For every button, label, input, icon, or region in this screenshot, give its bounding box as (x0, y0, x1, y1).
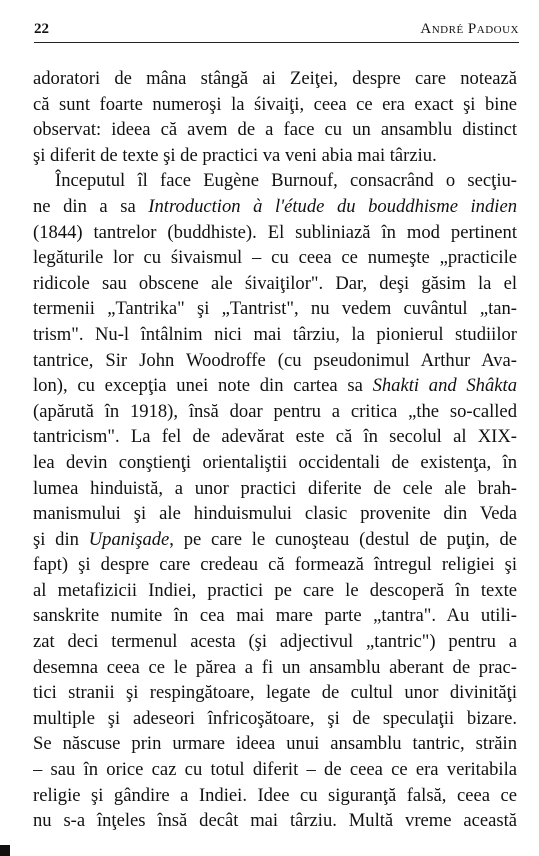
text-segment: şi din (33, 528, 89, 550)
text-segment: (apărută în 1918), însă doar pentru a critica „the so-called (33, 400, 517, 422)
text-line (33, 578, 517, 604)
text-segment: că sunt foarte numeroşi la śivaiţi, ceea ce era exact şi bine (33, 93, 517, 115)
text-segment: tici stranii şi respingătoare, legate de cultul unor divinităţi (33, 682, 517, 704)
text-line (33, 245, 517, 271)
text-line (33, 66, 517, 92)
text-line (33, 373, 517, 399)
text-line (33, 655, 517, 681)
text-line (33, 194, 517, 220)
text-segment: al metafizicii Indiei, practici pe care le descoperă în texte (33, 579, 517, 601)
page-number: 22 (34, 21, 49, 37)
text-segment: – sau în orice caz cu totul diferit – de ceea ce era veritabila (33, 759, 517, 781)
running-head-author: André Padoux (420, 21, 519, 37)
text-segment: şi diferit de texte şi de practici va veni abia mai târziu. (33, 144, 437, 166)
text-segment: lea devin conştienţi orientaliştii occidentali de existenţa, în (33, 451, 517, 473)
text-line (33, 552, 517, 578)
text-line (33, 168, 517, 194)
body-text (33, 66, 517, 834)
text-line (33, 92, 517, 118)
text-line (33, 527, 517, 553)
text-segment: ne din a sa (33, 195, 149, 217)
text-line (33, 783, 517, 809)
text-line (33, 731, 517, 757)
text-line (33, 476, 517, 502)
text-segment: religie şi gândire a Indiei. Idee cu siguranţă falsă, ceea ce (33, 784, 517, 806)
text-line (33, 680, 517, 706)
text-segment: lumea hinduistă, a unor practici diferite de cele ale brah- (33, 477, 517, 499)
text-segment: tantricism". La fel de adevărat este că în secolul al XIX- (33, 426, 517, 448)
text-line (33, 220, 517, 246)
text-segment: ridicole sau obscene ale śivaiţilor". Dar, deşi găsim la el (33, 272, 517, 294)
italic-title-text: Shakti and Shâkta (372, 375, 517, 397)
text-segment: zat deci termenul acesta (şi adjectivul „tantric") pentru a (33, 631, 517, 653)
text-segment: , pe care le cunoşteau (destul de puţin, de (169, 528, 517, 550)
text-line (33, 808, 517, 834)
text-line (33, 271, 517, 297)
text-line (33, 450, 517, 476)
text-segment: Începutul îl face Eugène Burnouf, consacrând o secţiu- (55, 170, 517, 192)
text-segment: lon), cu excepţia unei note din cartea sa (33, 375, 373, 397)
text-line (33, 143, 517, 169)
text-segment: trism". Nu-l întâlnim nici mai târziu, la pionierul studiilor (33, 323, 517, 345)
text-segment: observat: ideea că avem de a face cu un ansamblu distinct (33, 119, 517, 141)
text-line (33, 603, 517, 629)
text-line (33, 348, 517, 374)
page-header (34, 18, 519, 43)
text-segment: tantrice, Sir John Woodroffe (cu pseudonimul Arthur Ava- (33, 349, 517, 371)
text-line (33, 501, 517, 527)
text-segment: adoratori de mâna stângă ai Zeiţei, despre care notează (33, 68, 517, 89)
italic-title-text: Upanişade (88, 528, 170, 550)
text-segment: Se născuse prin urmare ideea unui ansamblu tantric, străin (33, 733, 517, 755)
text-segment: manismului şi ale hinduismului clasic provenite din Veda (33, 503, 517, 525)
text-line (33, 399, 517, 425)
text-segment: (1844) tantrelor (buddhiste). El subliniază în mod pertinent (33, 221, 517, 243)
text-line (33, 629, 517, 655)
text-line (33, 322, 517, 348)
text-segment: nu s-a înţeles însă decât mai târziu. Multă vreme această (33, 810, 517, 832)
text-line (33, 117, 517, 143)
text-segment: legăturile lor cu śivaismul – cu ceea ce numeşte „practicile (33, 247, 517, 269)
text-segment: desemna ceea ce le părea a fi un ansamblu aberant de prac- (33, 656, 517, 678)
text-segment: sanskrite numite în cea mai mare parte „tantra". Au utili- (33, 605, 517, 627)
text-line (33, 424, 517, 450)
scan-corner-mark (0, 845, 10, 856)
text-line (33, 706, 517, 732)
text-line (33, 757, 517, 783)
text-segment: termenii „Tantrika" şi „Tantrist", nu vedem cuvântul „tan- (33, 298, 517, 320)
text-line (33, 296, 517, 322)
italic-title-text: Introduction à l'étude du bouddhisme indien (148, 195, 517, 217)
text-segment: fapt) şi despre care credeau că formează întregul religiei şi (33, 554, 517, 576)
text-segment: multiple şi adeseori înfricoşătoare, şi de speculaţii bizare. (33, 707, 517, 729)
